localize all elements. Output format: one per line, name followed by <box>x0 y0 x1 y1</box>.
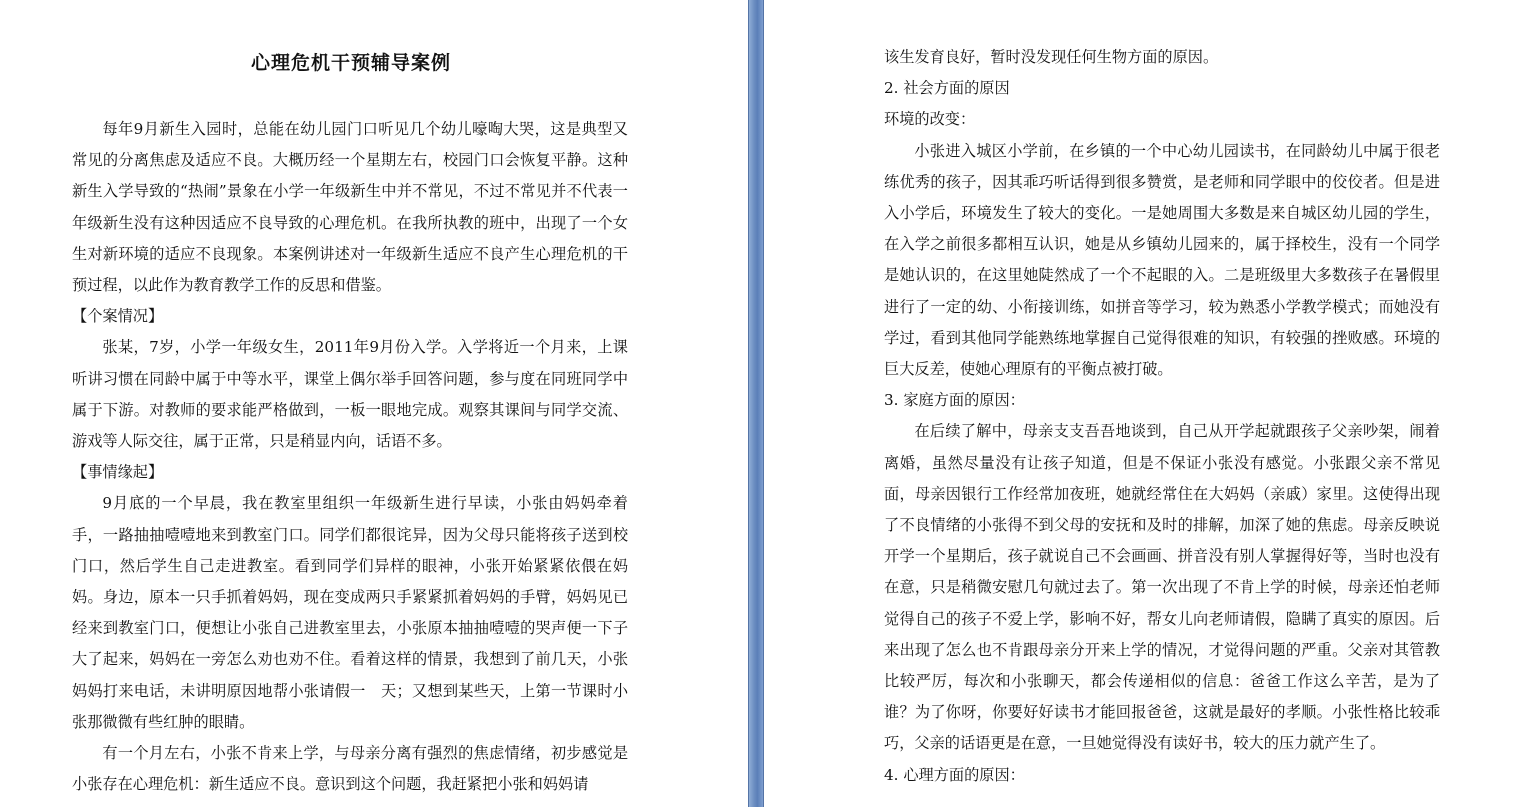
paragraph-family: 在后续了解中，母亲支支吾吾地谈到，自己从开学起就跟孩子父亲吵架，闹着离婚，虽然尽量没有让孩子知道，但是不保证小张没有感觉。小张跟父亲不常见面，母亲因银行工作经常加夜班，她就经常住在大妈妈（亲戚）家里。这使得出现了不良情绪的小张得不到父母的安抚和及时的排解，加深了她的焦虑。母亲反映说开学一个星期后，孩子就说自己不会画画、拼音没有别人掌握得好等，当时也没有在意，只是稍微安慰几句就过去了。第一次出现了不肯上学的时候，母亲还怕老师觉得自己的孩子不爱上学，影响不好，帮女儿向老师请假，隐瞒了真实的原因。后来出现了怎么也不肯跟母亲分开来上学的情况，才觉得问题的严重。父亲对其管教比较严厉，每次和小张聊天，都会传递相似的信息：爸爸工作这么辛苦，是为了谁？为了你呀，你要好好读书才能回报爸爸，这就是最好的孝顺。小张性格比较乖巧，父亲的话语更是在意，一旦她觉得没有读好书，较大的压力就产生了。 <box>884 422 1440 753</box>
document-title: 心理危机干预辅导案例 <box>250 52 451 74</box>
left-page-body <box>72 114 659 800</box>
subheading-environment: 环境的改变： <box>884 110 976 129</box>
paragraph-origin: 9月底的一个早晨，我在教室里组织一年级新生进行早读，小张由妈妈牵着手，一路抽抽噎噎地来到教室门口。同学们都很诧异，因为父母只能将孩子送到校门口，然后学生自己走进教室。看到同学们异样的眼神，小张开始紧紧依偎在妈妈。身边，原本一只手抓着妈妈，现在变成两只手紧紧抓着妈妈的手臂，妈妈见已经来到教室门口，便想让小张自己进教室里去，小张原本抽抽噎噎的哭声便一下子大了起来，妈妈在一旁怎么劝也劝不住。看着这样的情景，我想到了前几天，小张妈妈打来电话，未讲明原因地帮小张请假一 天；又想到某些天，上第一节课时小张那微微有些红肿的眼睛。 <box>72 494 628 731</box>
right-page-body <box>884 42 1440 791</box>
paragraph-crisis: 有一个月左右，小张不肯来上学，与母亲分离有强烈的焦虑情绪，初步感觉是小张存在心理危机：新生适应不良。意识到这个问题，我赶紧把小张和妈妈请 <box>72 744 628 794</box>
paragraph-intro: 每年9月新生入园时，总能在幼儿园门口听见几个幼儿嚎啕大哭，这是典型又常见的分离焦虑及适应不良。大概历经一个星期左右，校园门口会恢复平静。这种 新生入学导致的“热闹”景象在小学一年级新生中并不常见，不过不常见并不代表一年级新生没有这种因适应不良导致的心理危机。在我所执教的班中，出现了一个女生对新环境的适应不良现象。本案例讲述对一年级新生适应不良产生心理危机的干预过程，以此作为教育教学工作的反思和借鉴。 <box>72 120 659 295</box>
document-page-left <box>0 0 748 807</box>
page-gutter-divider <box>748 0 764 807</box>
section-heading-case: 【个案情况】 <box>72 307 164 326</box>
section-heading-family: 3. 家庭方面的原因： <box>884 391 1025 410</box>
paragraph-environment: 小张进入城区小学前，在乡镇的一个中心幼儿园读书，在同龄幼儿中属于很老练优秀的孩子，因其乖巧听话得到很多赞赏，是老师和同学眼中的佼佼者。但是进入小学后，环境发生了较大的变化。一是她周围大多数是来自城区幼儿园的学生，在入学之前很多都相互认识，她是从乡镇幼儿园来的，属于择校生，没有一个同学是她认识的，在这里她陡然成了一个不起眼的入。二是班级里大多数孩子在暑假里进行了一定的幼、小衔接训练，如拼音等学习，较为熟悉小学教学模式；而她没有学过，看到其他同学能熟练地掌握自己觉得很难的知识，有较强的挫败感。环境的巨大反差，使她心理原有的平衡点被打破。 <box>884 141 1440 379</box>
document-page-right <box>764 0 1524 807</box>
section-heading-social: 2. 社会方面的原因 <box>884 79 1010 98</box>
paragraph-case: 张某，7岁，小学一年级女生，2011年9月份入学。入学将近一个月来，上课听讲习惯在同龄中属于中等水平，课堂上偶尔举手回答问题，参与度在同班同学中属于下游。对教师的要求能严格做到，一板一眼地完成。观察其课间与同学交流、游戏等人际交往，属于正常，只是稍显内向，话语不多。 <box>72 338 628 451</box>
paragraph-biological-end: 该生发育良好，暂时没发现任何生物方面的原因。 <box>884 48 1219 66</box>
section-heading-psychological: 4. 心理方面的原因： <box>884 765 1025 784</box>
section-heading-origin: 【事情缘起】 <box>72 463 164 482</box>
